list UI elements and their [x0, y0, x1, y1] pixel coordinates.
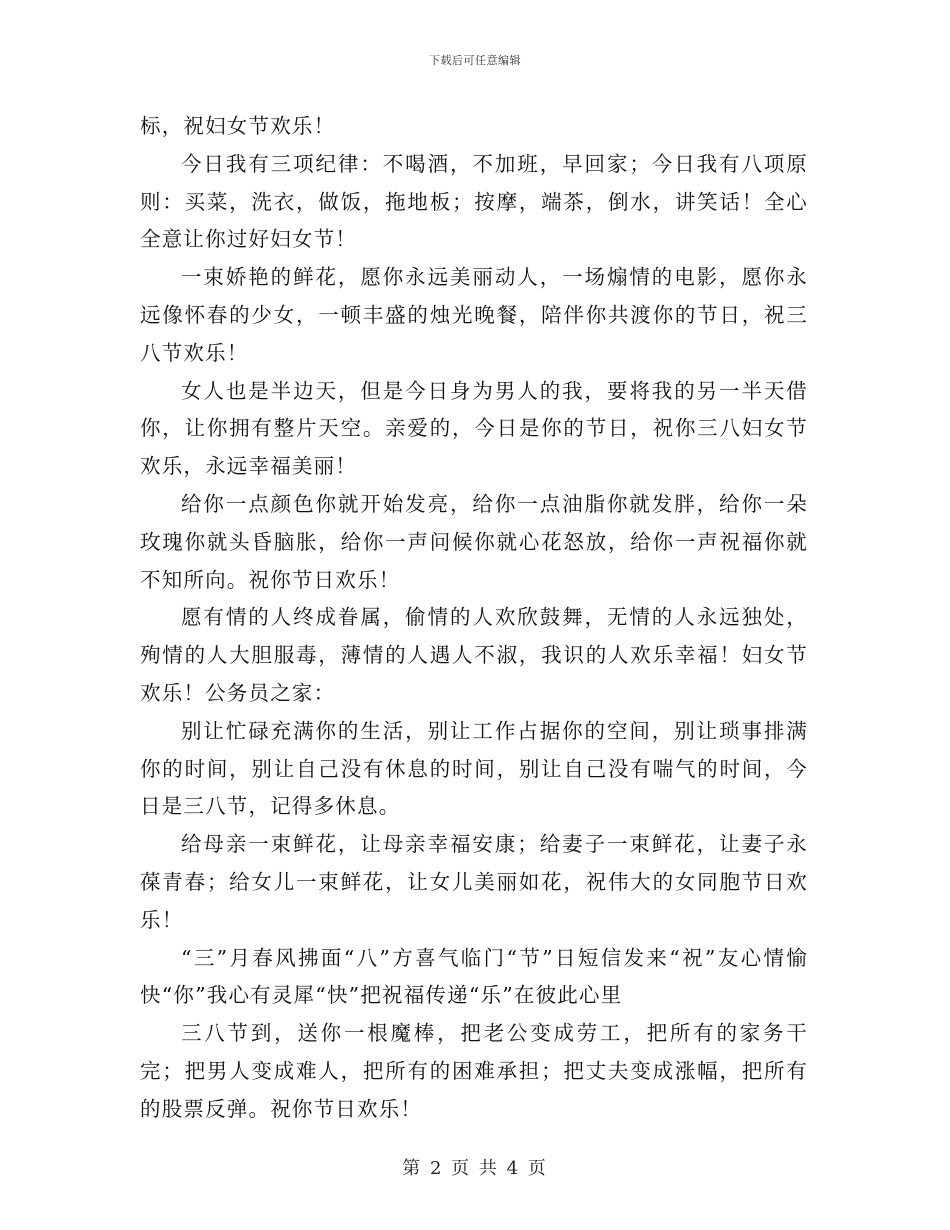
- page-number: 第 2 页 共 4 页: [402, 1158, 548, 1179]
- page-header: 下载后可任意编辑: [429, 54, 521, 67]
- paragraph-half-sky: 女人也是半边天，但是今日身为男人的我，要将我的另一半天借你，让你拥有整片天空。亲爱的，今日是你的节日，祝你三八妇女节欢乐，永远幸福美丽！: [140, 378, 808, 479]
- paragraph-color: 给你一点颜色你就开始发亮，给你一点油脂你就发胖，给你一朵玫瑰你就头昏脑胀，给你一声问候你就心花怒放，给你一声祝福你就不知所向。祝你节日欢乐！: [140, 491, 808, 592]
- paragraph-magic-wand: 三八节到，送你一根魔棒，把老公变成劳工，把所有的家务干完；把男人变成难人，把所有的困难承担；把丈夫变成涨幅，把所有的股票反弹。祝你节日欢乐！: [140, 1021, 808, 1121]
- paragraph-rest: 别让忙碌充满你的生活，别让工作占据你的空间，别让琐事排满你的时间，别让自己没有休息的时间，别让自己没有喘气的时间，今日是三八节，记得多休息。: [140, 718, 808, 819]
- paragraph-continuation: 标，祝妇女节欢乐！: [140, 114, 336, 138]
- paragraph-lovers: 愿有情的人终成眷属，偷情的人欢欣鼓舞，无情的人永远独处，殉情的人大胆服毒，薄情的人遇人不淑，我识的人欢乐幸福！妇女节欢乐！公务员之家：: [140, 605, 808, 705]
- paragraph-acrostic: “三”月春风拂面“八”方喜气临门“节”日短信发来“祝”友心情愉快“你”我心有灵犀“快”把祝福传递“乐”在彼此心里: [140, 945, 808, 1008]
- document-body: [140, 108, 808, 1129]
- paragraph-discipline: 今日我有三项纪律：不喝酒，不加班，早回家；今日我有八项原则：买菜，洗衣，做饭，拖地板；按摩，端茶，倒水，讲笑话！全心全意让你过好妇女节！: [140, 151, 808, 252]
- paragraph-flowers: 一束娇艳的鲜花，愿你永远美丽动人，一场煽情的电影，愿你永远像怀春的少女，一顿丰盛的烛光晚餐，陪伴你共渡你的节日，祝三八节欢乐！: [140, 265, 808, 365]
- paragraph-family: 给母亲一束鲜花，让母亲幸福安康；给妻子一束鲜花，让妻子永葆青春；给女儿一束鲜花，让女儿美丽如花，祝伟大的女同胞节日欢乐！: [140, 832, 808, 932]
